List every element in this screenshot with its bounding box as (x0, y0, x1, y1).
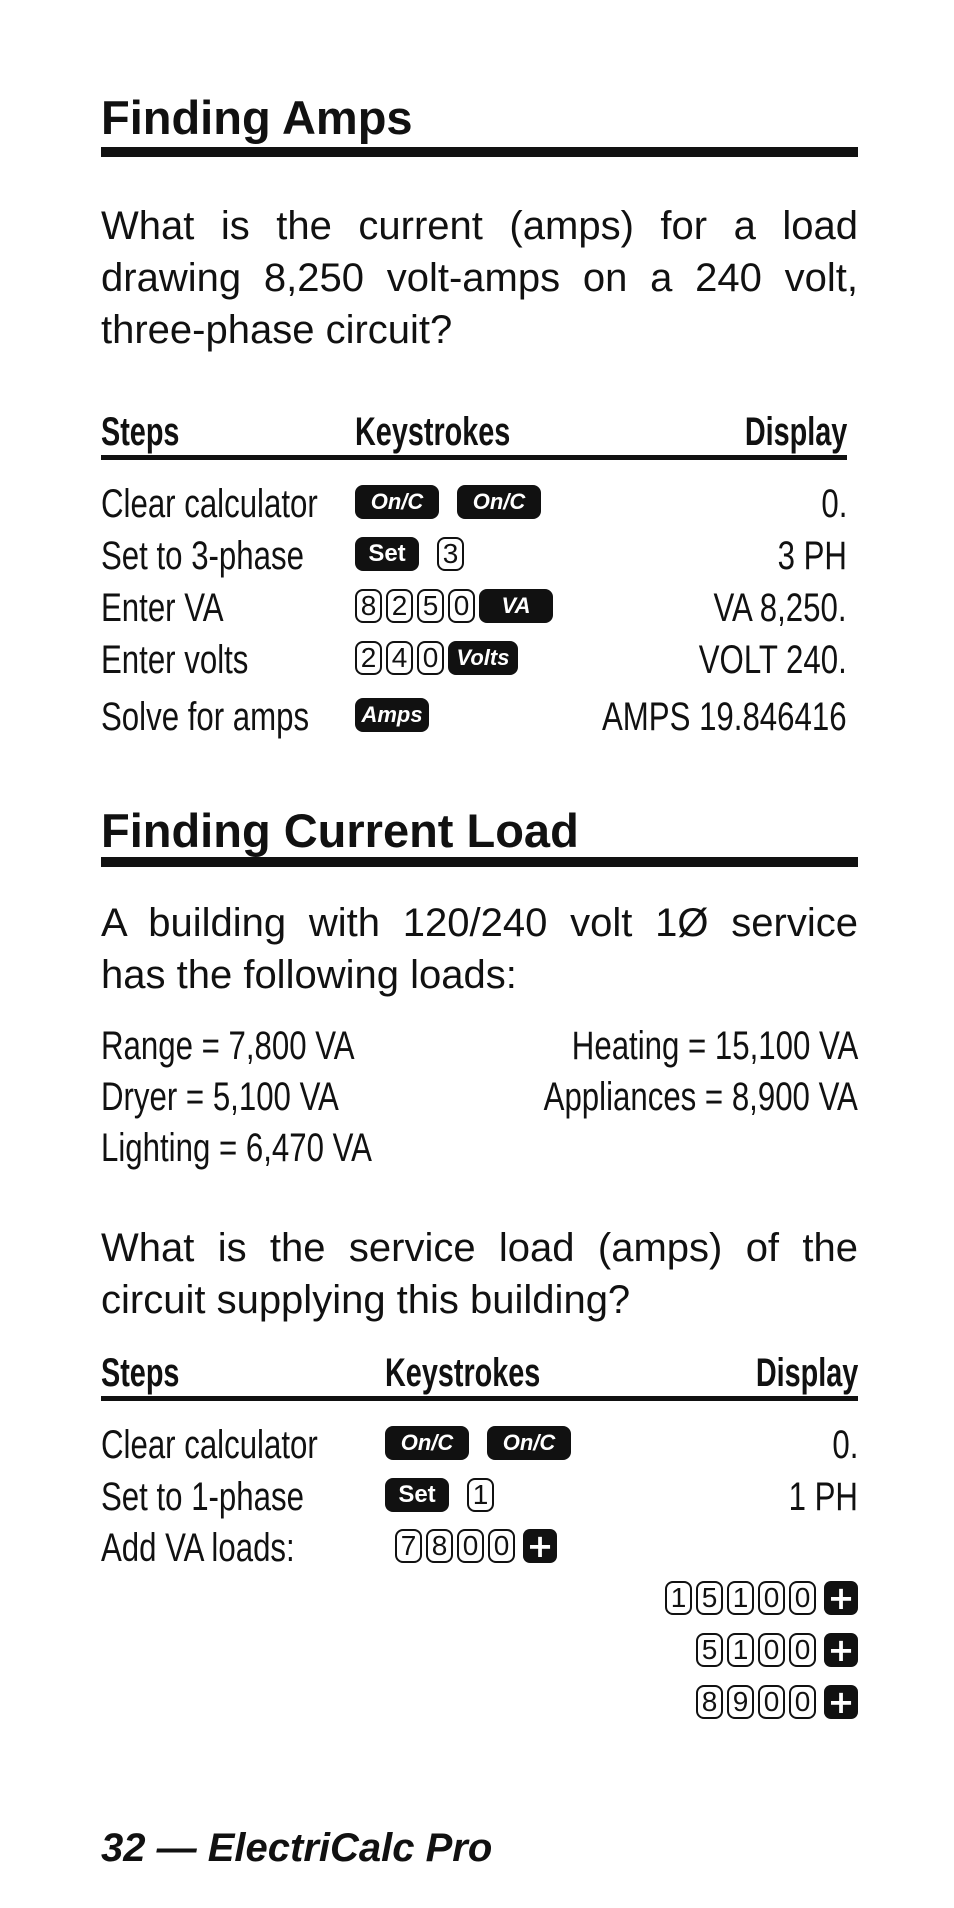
digit-key: 0 (789, 1581, 816, 1615)
display-value: 0. (831, 1423, 858, 1467)
display-value: 1 PH (788, 1475, 858, 1519)
display-value: 0. (820, 482, 847, 526)
keystroke-sequence (696, 1684, 858, 1720)
digit-key: 3 (437, 537, 464, 571)
on-c-key: On/C (457, 485, 541, 519)
step-label: Set to 1-phase (101, 1475, 304, 1519)
on-c-key: On/C (385, 1426, 469, 1460)
intro-text: A building with 120/240 volt 1Ø service has the following loads: (101, 901, 858, 997)
display-header: Display (755, 1351, 858, 1395)
display-value: AMPS 19.846416 (602, 695, 847, 739)
table-header-rule (101, 455, 847, 460)
volts-key: Volts (448, 641, 518, 675)
step-label: Clear calculator (101, 482, 318, 526)
keystroke-sequence (696, 1632, 858, 1668)
keystroke-sequence (355, 588, 553, 624)
question-text: What is the current (amps) for a load drawing 8,250 volt-amps on a 240 volt, three-phase circuit? (101, 204, 858, 352)
digit-key: 0 (448, 589, 475, 623)
digit-key: 1 (727, 1633, 754, 1667)
section-title-finding-current-load: Finding Current Load (101, 804, 579, 857)
set-key: Set (385, 1478, 449, 1512)
digit-key: 0 (457, 1529, 484, 1563)
digit-key: 5 (696, 1633, 723, 1667)
on-c-key: On/C (487, 1426, 571, 1460)
digit-key: 4 (386, 641, 413, 675)
plus-key: + (523, 1529, 557, 1563)
digit-key: 0 (758, 1685, 785, 1719)
digit-key: 7 (395, 1529, 422, 1563)
keystrokes-header: Keystrokes (385, 1351, 541, 1395)
appliances-load: Appliances = 8,900 VA (543, 1075, 858, 1119)
digit-key: 1 (727, 1581, 754, 1615)
plus-key: + (824, 1633, 858, 1667)
digit-key: 1 (467, 1478, 494, 1512)
digit-key: 1 (665, 1581, 692, 1615)
heating-load: Heating = 15,100 VA (571, 1024, 858, 1068)
range-load: Range = 7,800 VA (101, 1024, 355, 1068)
display-value: VOLT 240. (698, 638, 847, 682)
keystroke-sequence (665, 1580, 858, 1616)
page-footer: 32 — ElectriCalc Pro (101, 1826, 493, 1870)
step-label: Enter volts (101, 638, 249, 682)
display-value: VA 8,250. (713, 586, 847, 630)
keystrokes-header: Keystrokes (355, 410, 511, 454)
step-label: Clear calculator (101, 1423, 318, 1467)
keystroke-sequence (355, 640, 518, 676)
step-label: Enter VA (101, 586, 224, 630)
amps-key: Amps (355, 698, 429, 732)
digit-key: 9 (727, 1685, 754, 1719)
keystroke-sequence (395, 1528, 557, 1564)
steps-header: Steps (101, 1351, 180, 1395)
digit-key: 2 (355, 641, 382, 675)
keystroke-sequence (385, 1425, 571, 1461)
section-title-rule (101, 857, 858, 867)
digit-key: 8 (426, 1529, 453, 1563)
keystroke-sequence (355, 697, 429, 733)
section-title-rule (101, 147, 858, 157)
lighting-load: Lighting = 6,470 VA (101, 1126, 372, 1170)
plus-key: + (824, 1581, 858, 1615)
step-label: Solve for amps (101, 695, 310, 739)
keystroke-sequence (355, 536, 464, 572)
digit-key: 0 (488, 1529, 515, 1563)
question-text: What is the service load (amps) of the circuit supplying this building? (101, 1226, 858, 1322)
plus-key: + (824, 1685, 858, 1719)
on-c-key: On/C (355, 485, 439, 519)
set-key: Set (355, 537, 419, 571)
digit-key: 0 (758, 1581, 785, 1615)
digit-key: 8 (696, 1685, 723, 1719)
step-label: Set to 3-phase (101, 534, 304, 578)
digit-key: 5 (696, 1581, 723, 1615)
digit-key: 0 (789, 1633, 816, 1667)
dryer-load: Dryer = 5,100 VA (101, 1075, 339, 1119)
table-header-rule (101, 1396, 858, 1401)
keystroke-sequence (385, 1477, 494, 1513)
step-label: Add VA loads: (101, 1526, 295, 1570)
digit-key: 5 (417, 589, 444, 623)
digit-key: 2 (386, 589, 413, 623)
display-header: Display (744, 410, 847, 454)
va-key: VA (479, 589, 553, 623)
section-title-finding-amps: Finding Amps (101, 91, 413, 144)
digit-key: 0 (758, 1633, 785, 1667)
display-value: 3 PH (777, 534, 847, 578)
digit-key: 0 (789, 1685, 816, 1719)
digit-key: 0 (417, 641, 444, 675)
steps-header: Steps (101, 410, 180, 454)
digit-key: 8 (355, 589, 382, 623)
keystroke-sequence (355, 484, 541, 520)
